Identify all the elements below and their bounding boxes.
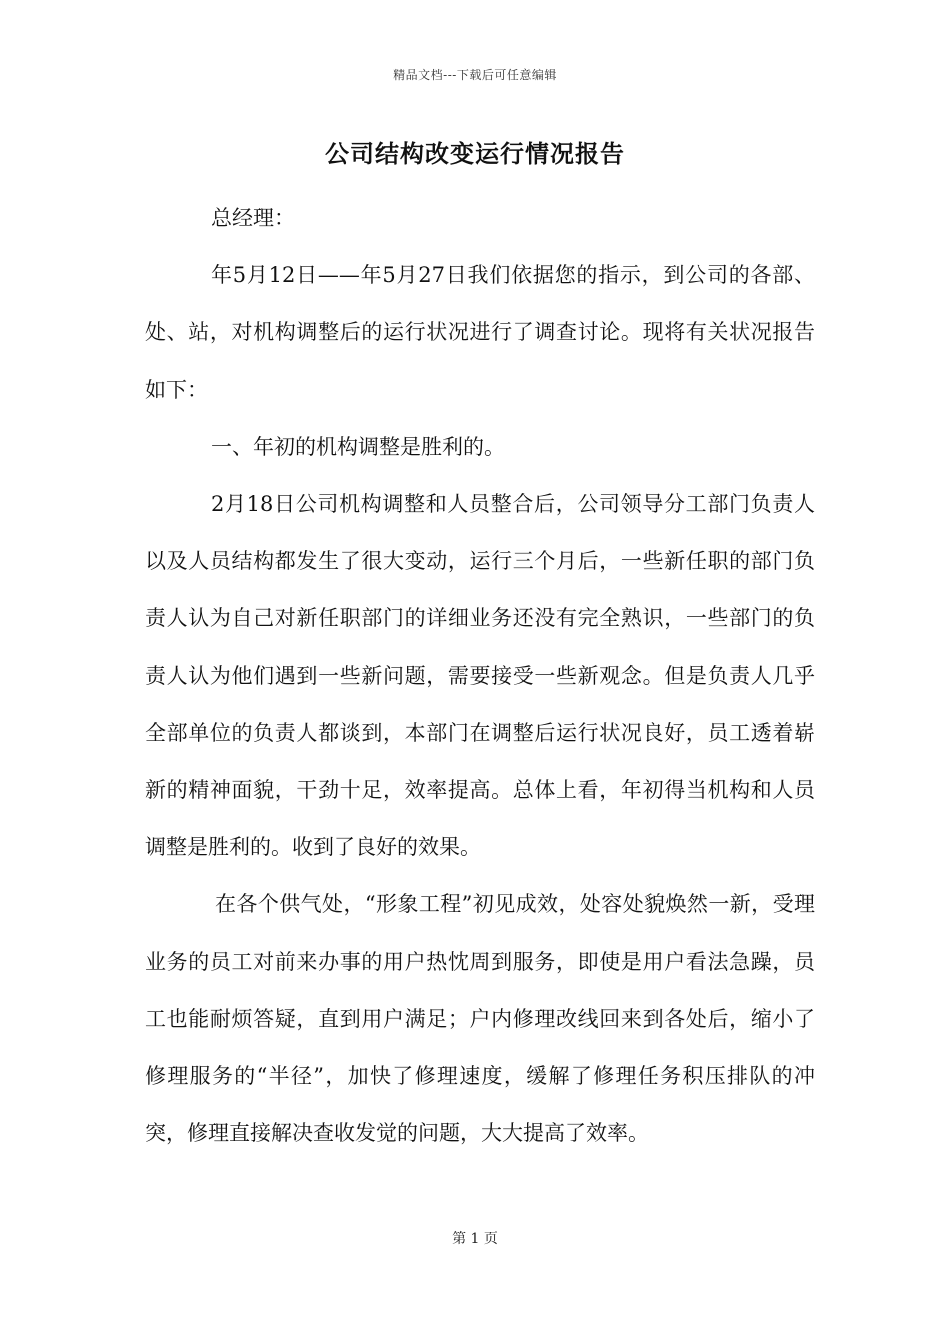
document-body <box>145 190 815 1162</box>
section-heading: 一、年初的机构调整是胜利的。 <box>211 434 505 459</box>
header-note: 精品文档---下载后可任意编辑 <box>393 68 557 82</box>
paragraph-restructure: 2月18日公司机构调整和人员整合后，公司领导分工部门负责人以及人员结构都发生了很大变动，运行三个月后，一些新任职的部门负责人认为自己对新任职部门的详细业务还没有完全熟识，一些部门的负责人认为他们遇到一些新问题，需要接受一些新观念。但是负责人几乎全部单位的负责人都谈到，本部门在调整后运行状况良好，员工透着崭新的精神面貌，干劲十足，效率提高。总体上看，年初得当机构和人员调整是胜利的。收到了良好的效果。 <box>145 492 815 860</box>
paragraph-supply-offices: 在各个供气处，“形象工程”初见成效，处容处貌焕然一新，受理业务的员工对前来办事的用户热忱周到服务，即使是用户看法急躁，员工也能耐烦答疑，直到用户满足；户内修理改线回来到各处后，缩小了修理服务的“半径”，加快了修理速度，缓解了修理任务积压排队的冲突，修理直接解决查收发觉的问题，大大提高了效率。 <box>145 892 815 1146</box>
page-number: 第 1 页 <box>452 1231 498 1247</box>
salutation: 总经理： <box>211 206 295 230</box>
document-title: 公司结构改变运行情况报告 <box>325 139 625 168</box>
paragraph-intro: 年5月12日——年5月27日我们依据您的指示，到公司的各部、处、站，对机构调整后的运行状况进行了调查讨论。现将有关状况报告如下： <box>145 263 815 402</box>
